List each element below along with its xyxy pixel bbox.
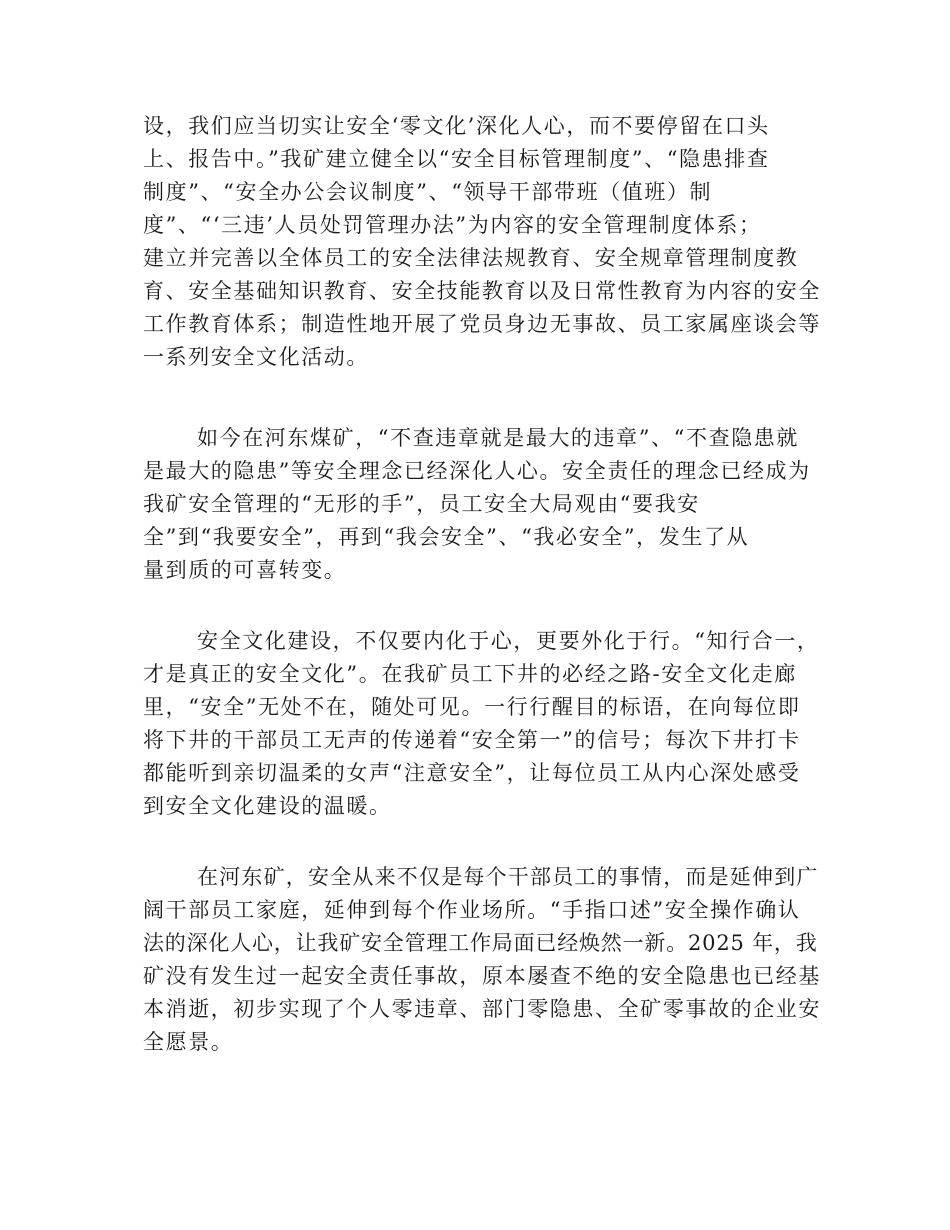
text-line: 阔干部员工家庭，延伸到每个作业场所。“手指口述”安全操作确认 xyxy=(143,898,801,922)
text-line: 在河东矿，安全从来不仅是每个干部员工的事情，而是延伸到广 xyxy=(197,865,819,889)
text-line: 设，我们应当切实让安全‘零文化’深化人心，而不要停留在口头 xyxy=(143,114,770,138)
text-line: 将下井的干部员工无声的传递着“安全第一”的信号；每次下井打卡 xyxy=(143,728,801,752)
paragraph-safety-concepts xyxy=(143,422,823,587)
paragraph-safety-culture-corridor xyxy=(143,625,823,823)
text-line: 安全文化建设，不仅要内化于心，更要外化于行。“知行合一， xyxy=(197,629,820,653)
text-line: 矿没有发生过一起安全责任事故，原本屡查不绝的安全隐患也已经基 xyxy=(143,964,821,988)
text-line: 上、报告中。”我矿建立健全以“安全目标管理制度”、“隐患排查 xyxy=(143,147,770,171)
text-line: 工作教育体系；制造性地开展了党员身边无事故、员工家属座谈会等 xyxy=(143,312,821,336)
text-line: 都能听到亲切温柔的女声“注意安全”，让每位员工从内心深处感受 xyxy=(143,761,801,785)
text-line: 我矿安全管理的“无形的手”，员工安全大局观由“要我安 xyxy=(143,492,700,516)
text-line: 制度”、“安全办公会议制度”、“领导干部带班（值班）制 xyxy=(143,180,713,204)
text-line: 是最大的隐患”等安全理念已经深化人心。安全责任的理念已经成为 xyxy=(143,459,811,483)
text-line: 才是真正的安全文化”。在我矿员工下井的必经之路-安全文化走廊 xyxy=(143,662,797,686)
paragraph-safety-results xyxy=(143,861,823,1059)
text-line: 本消逝，初步实现了个人零违章、部门零隐患、全矿零事故的企业安 xyxy=(143,997,821,1021)
text-line: 育、安全基础知识教育、安全技能教育以及日常性教育为内容的安全 xyxy=(143,279,821,303)
text-line: 度”、“‘三违’人员处罚管理办法”为内容的安全管理制度体系； xyxy=(143,213,762,237)
text-line: 法的深化人心，让我矿安全管理工作局面已经焕然一新。2025 年，我 xyxy=(143,931,818,955)
text-line: 全”到“我要安全”，再到“我会安全”、“我必安全”，发生了从 xyxy=(143,525,750,549)
text-line: 全愿景。 xyxy=(143,1030,234,1054)
text-line: 建立并完善以全体员工的安全法律法规教育、安全规章管理制度教 xyxy=(143,246,799,270)
text-line: 到安全文化建设的温暖。 xyxy=(143,794,392,818)
paragraph-safety-management-system xyxy=(143,110,823,374)
text-line: 里，“安全”无处不在，随处可见。一行行醒目的标语，在向每位即 xyxy=(143,695,801,719)
text-line: 一系列安全文化活动。 xyxy=(143,345,369,369)
text-line: 如今在河东煤矿，“不查违章就是最大的违章”、“不查隐患就 xyxy=(197,426,800,450)
text-line: 量到质的可喜转变。 xyxy=(143,558,347,582)
